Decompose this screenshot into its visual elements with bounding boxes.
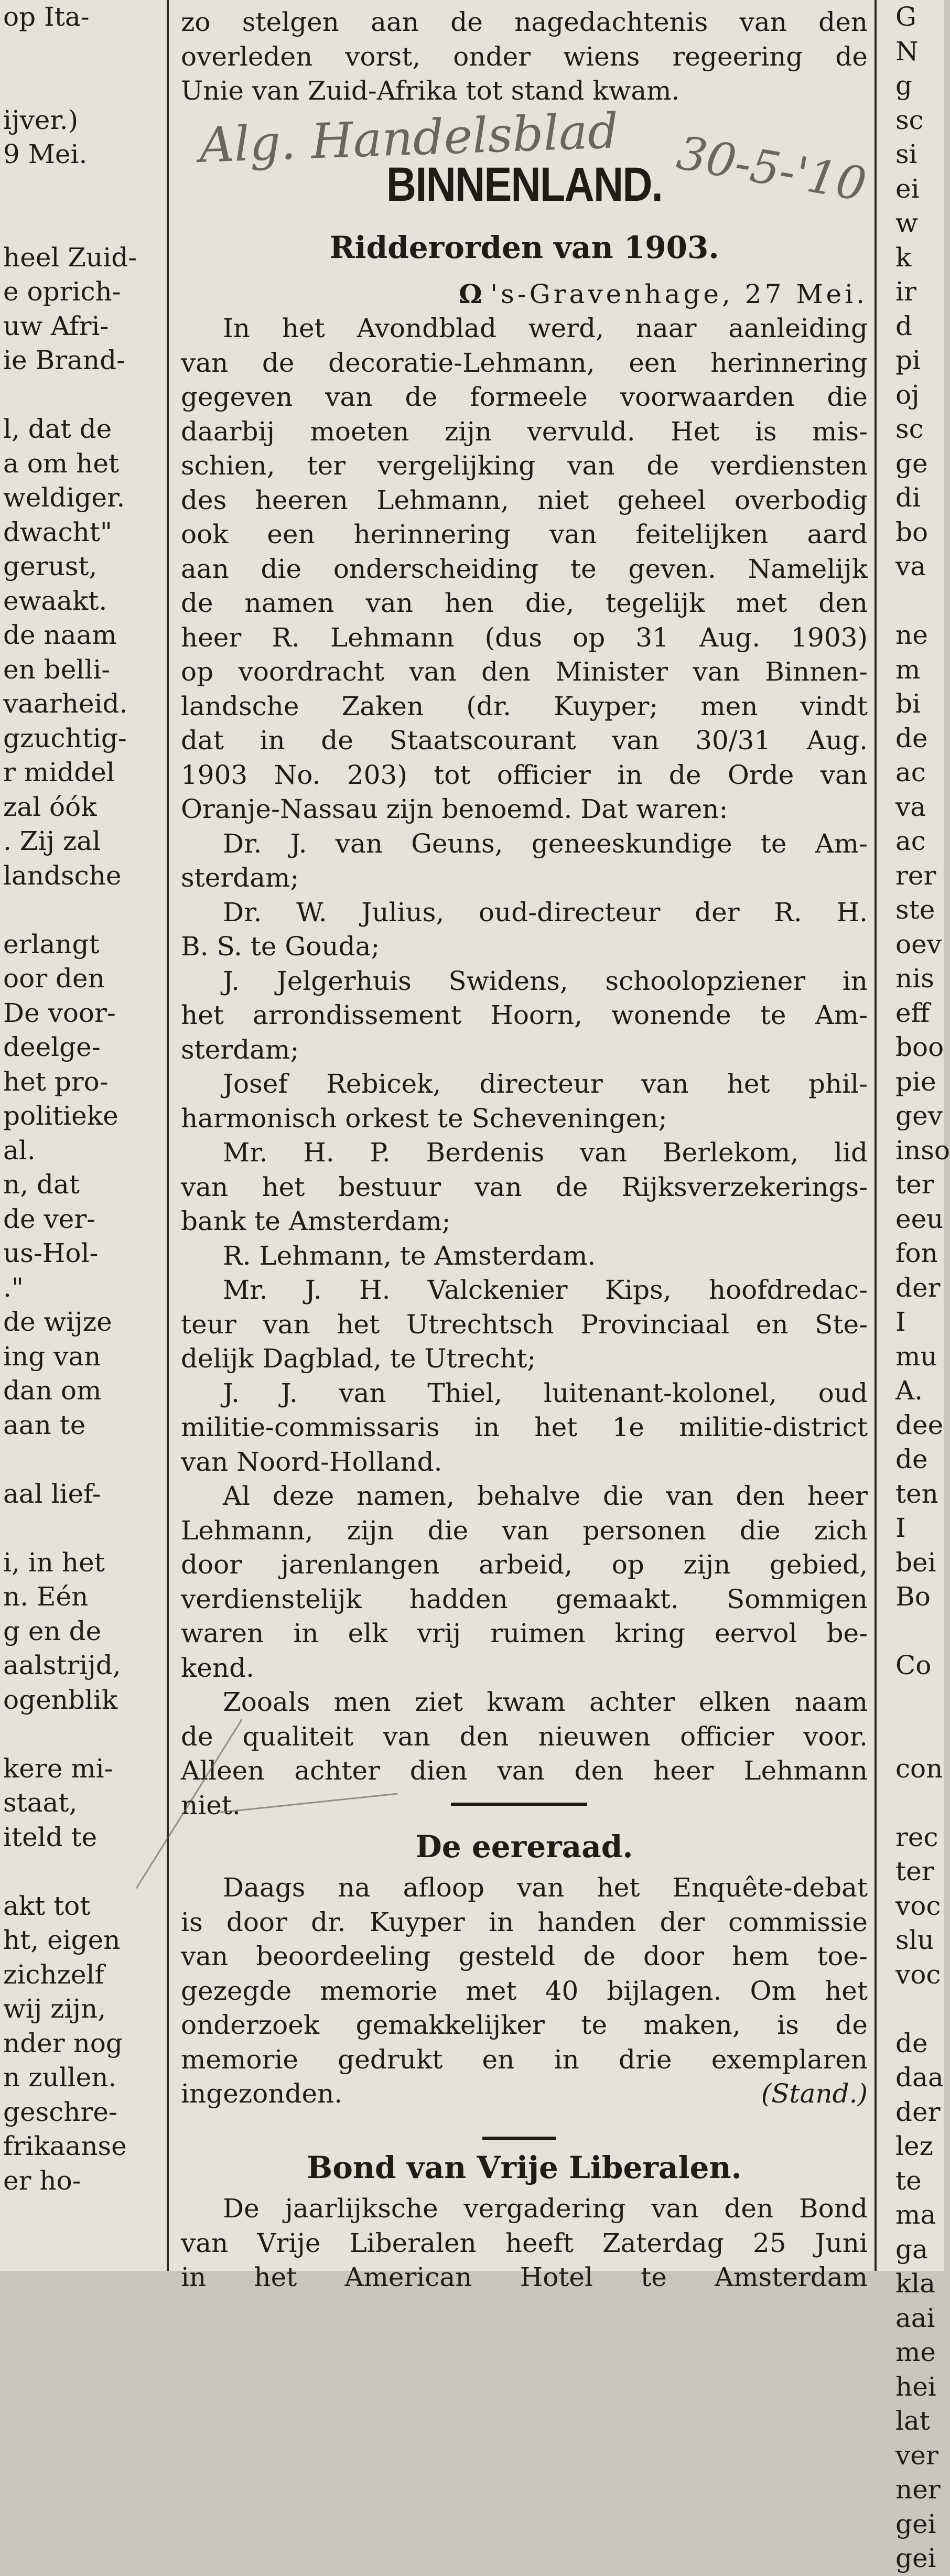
- paragraph-line: dat in de Staatscourant van 30/31 Aug.: [181, 725, 868, 756]
- paragraph-line: heer R. Lehmann (dus op 31 Aug. 1903): [181, 622, 868, 653]
- appointee-list-line: J. Jelgerhuis Swidens, schoolopziener in: [223, 965, 868, 996]
- handwritten-source-note: Alg. Handelsblad: [198, 103, 620, 174]
- paragraph-line: memorie gedrukt en in drie exemplaren: [181, 2044, 868, 2075]
- paragraph-line: Lehmann, zijn die van personen die zich: [181, 1515, 868, 1546]
- dateline: [181, 277, 868, 311]
- appointee-list-line: van Noord-Holland.: [181, 1446, 442, 1477]
- article-ridderorden-body: [181, 311, 868, 1823]
- omega-mark: Ω: [459, 278, 482, 309]
- right-column-line: lez: [895, 2131, 933, 2161]
- right-column-line: Co: [895, 1650, 932, 1680]
- left-column-line: aalstrijd,: [3, 1650, 121, 1680]
- right-column-line: si: [895, 139, 917, 169]
- left-column-line: [3, 1442, 160, 1477]
- left-column-line: oor den: [3, 963, 105, 994]
- right-column-line: d: [895, 310, 913, 341]
- paragraph-line: niet.: [181, 1790, 241, 1820]
- left-column-line: . Zij zal: [3, 826, 101, 856]
- right-column-line: ge: [895, 448, 928, 479]
- left-column-fragment: [0, 0, 160, 2198]
- right-column-line: ver: [895, 2440, 938, 2471]
- left-column-line: de wijze: [3, 1307, 112, 1337]
- article-title-eereraad: De eereraad.: [415, 1829, 633, 1864]
- right-column-line: slu: [895, 1925, 934, 1955]
- right-column-line: rec: [895, 1821, 938, 1852]
- left-column-line: en belli-: [3, 654, 111, 685]
- top-paragraph-line: zo stelgen aan de nagedachtenis van den: [181, 7, 868, 37]
- article-separator-1: [451, 1803, 587, 1806]
- right-column-line: [895, 1786, 948, 1820]
- right-column-line: ner: [895, 2474, 941, 2505]
- left-column-line: de ver-: [3, 1203, 96, 1234]
- left-column-line: gerust,: [3, 551, 98, 581]
- right-column-line: [895, 1614, 948, 1649]
- left-column-line: gzuchtig-: [3, 723, 127, 753]
- paragraph-line: schien, ter vergelijking van de verdiensten: [181, 450, 868, 481]
- right-column-line: bei: [895, 1547, 936, 1578]
- paragraph-line: Zooals men ziet kwam achter elken naam: [223, 1687, 868, 1717]
- left-column-line: al.: [3, 1135, 36, 1166]
- left-column-line: ie Brand-: [3, 345, 126, 375]
- left-column-line: n zullen.: [3, 2062, 117, 2093]
- right-column-line: ste: [895, 894, 935, 925]
- right-column-line: [895, 1683, 948, 1718]
- paragraph-line: in het American Hotel te Amsterdam: [181, 2262, 868, 2292]
- right-column-line: eff: [895, 997, 930, 1028]
- left-column-line: akt tot: [3, 1890, 91, 1921]
- right-column-line: di: [895, 482, 921, 513]
- left-column-line: deelge-: [3, 1032, 101, 1062]
- left-column-line: op Ita-: [3, 2, 90, 32]
- paragraph-line: des heeren Lehmann, niet geheel overbodig: [181, 484, 868, 515]
- right-column-line: mu: [895, 1341, 937, 1372]
- left-column-line: er ho-: [3, 2165, 81, 2196]
- right-column-line: k: [895, 242, 912, 273]
- left-column-line: [3, 1717, 160, 1752]
- left-column-line: aal lief-: [3, 1478, 101, 1509]
- appointee-list-line: R. Lehmann, te Amsterdam.: [223, 1240, 596, 1271]
- right-column-line: lat: [895, 2406, 930, 2436]
- appointee-list-line: delijk Dagblad, te Utrecht;: [181, 1343, 536, 1374]
- left-column-line: ewaakt.: [3, 585, 107, 616]
- paragraph-line: verdienstelijk hadden gemaakt. Sommigen: [181, 1583, 868, 1614]
- right-column-line: fon: [895, 1238, 938, 1268]
- right-column-line: [895, 1717, 948, 1752]
- article-eereraad-body: [181, 1871, 868, 2111]
- paragraph-line: gezegde memorie met 40 bijlagen. Om het: [181, 1975, 868, 2006]
- paragraph-line: ook een herinnering van feitelijken aard: [181, 519, 868, 549]
- left-column-line: heel Zuid-: [3, 242, 137, 273]
- paragraph-line: op voordracht van den Minister van Binnen-: [181, 656, 868, 687]
- paragraph-line: de qualiteit van den nieuwen officier voor.: [181, 1721, 868, 1752]
- right-column-line: ac: [895, 757, 926, 788]
- right-column-line: I: [895, 1307, 906, 1337]
- right-column-line: voc: [895, 1959, 941, 1990]
- right-column-line: daa: [895, 2062, 944, 2093]
- paragraph-line: onderzoek gemakkelijker te maken, is de: [181, 2010, 868, 2040]
- source-credit: (Stand.): [761, 2078, 868, 2109]
- paragraph-line: is door dr. Kuyper in handen der commissie: [181, 1906, 868, 1937]
- left-column-line: us-Hol-: [3, 1238, 99, 1268]
- appointee-list-line: Mr. J. H. Valckenier Kips, hoofdredac-: [223, 1275, 868, 1305]
- right-column-line: kla: [895, 2268, 936, 2299]
- appointee-list-line: Dr. J. van Geuns, geneeskundige te Am-: [223, 828, 868, 859]
- paragraph-line: aan die onderscheiding te geven. Namelijk: [181, 553, 868, 584]
- handwritten-date-note: 30-5-'10: [673, 125, 870, 212]
- article-bond-body: [181, 2192, 868, 2295]
- paragraph-line: Daags na afloop van het Enquête-debat: [223, 1872, 868, 1903]
- appointee-list-line: Dr. W. Julius, oud-directeur der R. H.: [223, 897, 868, 928]
- right-column-line: pie: [895, 1066, 936, 1097]
- appointee-list-line: teur van het Utrechtsch Provinciaal en Ste-: [181, 1309, 868, 1340]
- right-column-line: dee: [895, 1409, 944, 1440]
- right-column-line: de: [895, 2028, 928, 2058]
- paragraph-line: Al deze namen, behalve die van den heer: [223, 1481, 868, 1511]
- paragraph-line: [181, 2077, 868, 2111]
- left-column-line: vaarheid.: [3, 688, 128, 719]
- paragraph-line: door jarenlangen arbeid, op zijn gebied,: [181, 1549, 868, 1580]
- appointee-list-line: J. J. van Thiel, luitenant-kolonel, oud: [223, 1377, 868, 1408]
- right-column-line: nis: [895, 963, 934, 994]
- right-column-line: va: [895, 551, 926, 581]
- right-column-line: sc: [895, 414, 924, 444]
- left-column-line: [3, 1855, 160, 1889]
- left-column-line: iteld te: [3, 1821, 98, 1852]
- left-column-line: ing van: [3, 1341, 101, 1372]
- right-column-line: gei: [895, 2508, 936, 2539]
- right-column-line: aai: [895, 2302, 935, 2333]
- paragraph-line: van de decoratie-Lehmann, een herinnering: [181, 347, 868, 378]
- right-column-line: inso: [895, 1135, 950, 1166]
- paragraph-line: gegeven van de formeele voorwaarden die: [181, 382, 868, 412]
- top-paragraph: [181, 5, 868, 109]
- left-column-line: [3, 893, 160, 928]
- top-paragraph-line: overleden vorst, onder wiens regeering de: [181, 41, 868, 72]
- dateline-text: 's-Gravenhage, 27 Mei.: [490, 279, 868, 309]
- right-column-line: hei: [895, 2371, 936, 2402]
- right-column-line: der: [895, 2096, 941, 2127]
- right-column-line: me: [895, 2337, 936, 2367]
- right-column-line: con: [895, 1753, 943, 1784]
- left-column-line: landsche: [3, 860, 122, 891]
- left-column-line: [3, 206, 160, 241]
- article-title-ridderorden: Ridderorden van 1903.: [329, 230, 719, 265]
- left-column-line: dan om: [3, 1375, 102, 1406]
- left-column-line: n. Eén: [3, 1581, 89, 1612]
- right-column-line: ten: [895, 1478, 938, 1509]
- right-column-line: ga: [895, 2234, 928, 2265]
- paragraph-line: In het Avondblad werd, naar aanleiding: [223, 313, 868, 343]
- paragraph-line-text: ingezonden.: [181, 2078, 343, 2109]
- appointee-list-line: bank te Amsterdam;: [181, 1206, 451, 1236]
- left-column-line: politieke: [3, 1101, 118, 1131]
- right-column-line: gev: [895, 1101, 943, 1131]
- left-column-line: kere mi-: [3, 1753, 113, 1784]
- left-column-line: [3, 35, 160, 69]
- right-column-line: [895, 584, 948, 619]
- paragraph-line: de namen van hen die, tegelijk met den: [181, 588, 868, 618]
- right-column-line: I: [895, 1513, 906, 1543]
- left-column-line: ht, eigen: [3, 1925, 121, 1955]
- paragraph-line: landsche Zaken (dr. Kuyper; men vindt: [181, 691, 868, 721]
- column-rule-left: [167, 0, 169, 2271]
- right-column-line: de: [895, 723, 928, 753]
- left-column-line: dwacht": [3, 516, 112, 547]
- right-column-line: der: [895, 1272, 941, 1303]
- right-column-line: ne: [895, 620, 928, 650]
- right-column-line: va: [895, 791, 926, 822]
- article-title-bond-vrije-liberalen: Bond van Vrije Liberalen.: [307, 2150, 742, 2185]
- left-column-line: 9 Mei.: [3, 139, 88, 169]
- left-column-line: g en de: [3, 1615, 102, 1646]
- right-column-line: ter: [895, 1856, 934, 1887]
- right-column-fragment: [891, 0, 948, 2576]
- left-column-line: e oprich-: [3, 276, 121, 307]
- left-column-line: frikaanse: [3, 2131, 127, 2161]
- left-column-line: geschre-: [3, 2096, 117, 2127]
- left-column-line: het pro-: [3, 1066, 109, 1097]
- left-column-line: weldiger.: [3, 482, 125, 513]
- right-column-line: de: [895, 1444, 928, 1474]
- appointee-list-line: militie-commissaris in het 1e militie-district: [181, 1412, 868, 1442]
- left-column-line: r middel: [3, 757, 115, 788]
- left-column-line: zal óók: [3, 791, 97, 822]
- right-column-line: ter: [895, 1169, 934, 1200]
- left-column-line: de naam: [3, 620, 117, 650]
- appointee-list-line: het arrondissement Hoorn, wonende te Am-: [181, 1000, 868, 1030]
- paragraph-line: waren in elk vrij ruimen kring eervol be-: [181, 1618, 868, 1648]
- appointee-list-line: harmonisch orkest te Scheveningen;: [181, 1103, 667, 1134]
- left-column-line: erlangt: [3, 929, 100, 960]
- left-column-line: [3, 172, 160, 207]
- right-column-line: oj: [895, 379, 920, 410]
- left-column-line: wij zijn,: [3, 1993, 106, 2024]
- paragraph-line: van beoordeeling gesteld de door hem toe-: [181, 1941, 868, 1971]
- paragraph-line: 1903 No. 203) tot officier in de Orde van: [181, 759, 868, 790]
- right-column-line: oev: [895, 929, 942, 960]
- right-column-line: bi: [895, 688, 921, 719]
- right-column-line: G: [895, 2, 916, 32]
- right-column-line: A.: [895, 1375, 923, 1406]
- left-column-line: l, dat de: [3, 414, 112, 444]
- appointee-list-line: sterdam;: [181, 1034, 299, 1065]
- left-column-line: [3, 69, 160, 103]
- right-column-line: boo: [895, 1032, 944, 1062]
- right-column-line: gei: [895, 2543, 936, 2573]
- top-paragraph-line: Unie van Zuid-Afrika tot stand kwam.: [181, 76, 680, 106]
- right-column-line: w: [895, 208, 918, 238]
- right-column-line: ei: [895, 173, 920, 204]
- left-column-line: ogenblik: [3, 1684, 118, 1715]
- right-column-line: rer: [895, 860, 936, 891]
- column-rule-right: [875, 0, 877, 2271]
- left-column-line: zichzelf: [3, 1959, 104, 1990]
- left-column-line: aan te: [3, 1409, 86, 1440]
- left-column-line: [3, 1511, 160, 1546]
- right-column-line: [895, 1992, 948, 2027]
- right-column-line: sc: [895, 104, 924, 135]
- left-column-line: uw Afri-: [3, 310, 109, 341]
- right-column-line: te: [895, 2165, 922, 2196]
- left-column-line: nder nog: [3, 2028, 123, 2058]
- right-column-line: g: [895, 70, 913, 101]
- paragraph-line: De jaarlijksche vergadering van den Bond: [223, 2193, 868, 2224]
- right-column-line: N: [895, 36, 919, 67]
- appointee-list-line: Mr. H. P. Berdenis van Berlekom, lid: [223, 1137, 868, 1168]
- right-column-line: Bo: [895, 1581, 931, 1612]
- right-column-line: ma: [895, 2200, 936, 2230]
- paragraph-line: daarbij moeten zijn vervuld. Het is mis-: [181, 416, 868, 447]
- left-column-line: .": [3, 1272, 24, 1303]
- article-separator-2: [482, 2137, 556, 2140]
- left-column-line: a om het: [3, 448, 119, 479]
- paragraph-line: van Vrije Liberalen heeft Zaterdag 25 Juni: [181, 2227, 868, 2258]
- right-column-line: pi: [895, 345, 921, 375]
- appointee-list-line: B. S. te Gouda;: [181, 931, 380, 962]
- right-column-line: eeu: [895, 1203, 944, 1234]
- paragraph-line: Oranje-Nassau zijn benoemd. Dat waren:: [181, 794, 728, 824]
- left-column-line: De voor-: [3, 997, 116, 1028]
- left-column-line: ijver.): [3, 104, 79, 135]
- right-column-line: voc: [895, 1890, 941, 1921]
- right-column-line: m: [895, 654, 921, 685]
- paragraph-line: kend.: [181, 1652, 254, 1683]
- left-column-line: [3, 378, 160, 413]
- left-column-line: n, dat: [3, 1169, 80, 1200]
- section-heading-binnenland: BINNENLAND.: [386, 158, 663, 211]
- paragraph-line: Alleen achter dien van den heer Lehmann: [181, 1755, 868, 1786]
- right-column-line: bo: [895, 516, 929, 547]
- right-column-line: ir: [895, 276, 916, 307]
- left-column-line: i, in het: [3, 1547, 105, 1578]
- right-column-line: ac: [895, 826, 926, 856]
- appointee-list-line: sterdam;: [181, 863, 299, 893]
- appointee-list-line: Josef Rebicek, directeur van het phil-: [223, 1069, 868, 1099]
- left-column-line: staat,: [3, 1787, 78, 1818]
- appointee-list-line: van het bestuur van de Rijksverzekerings-: [181, 1171, 868, 1202]
